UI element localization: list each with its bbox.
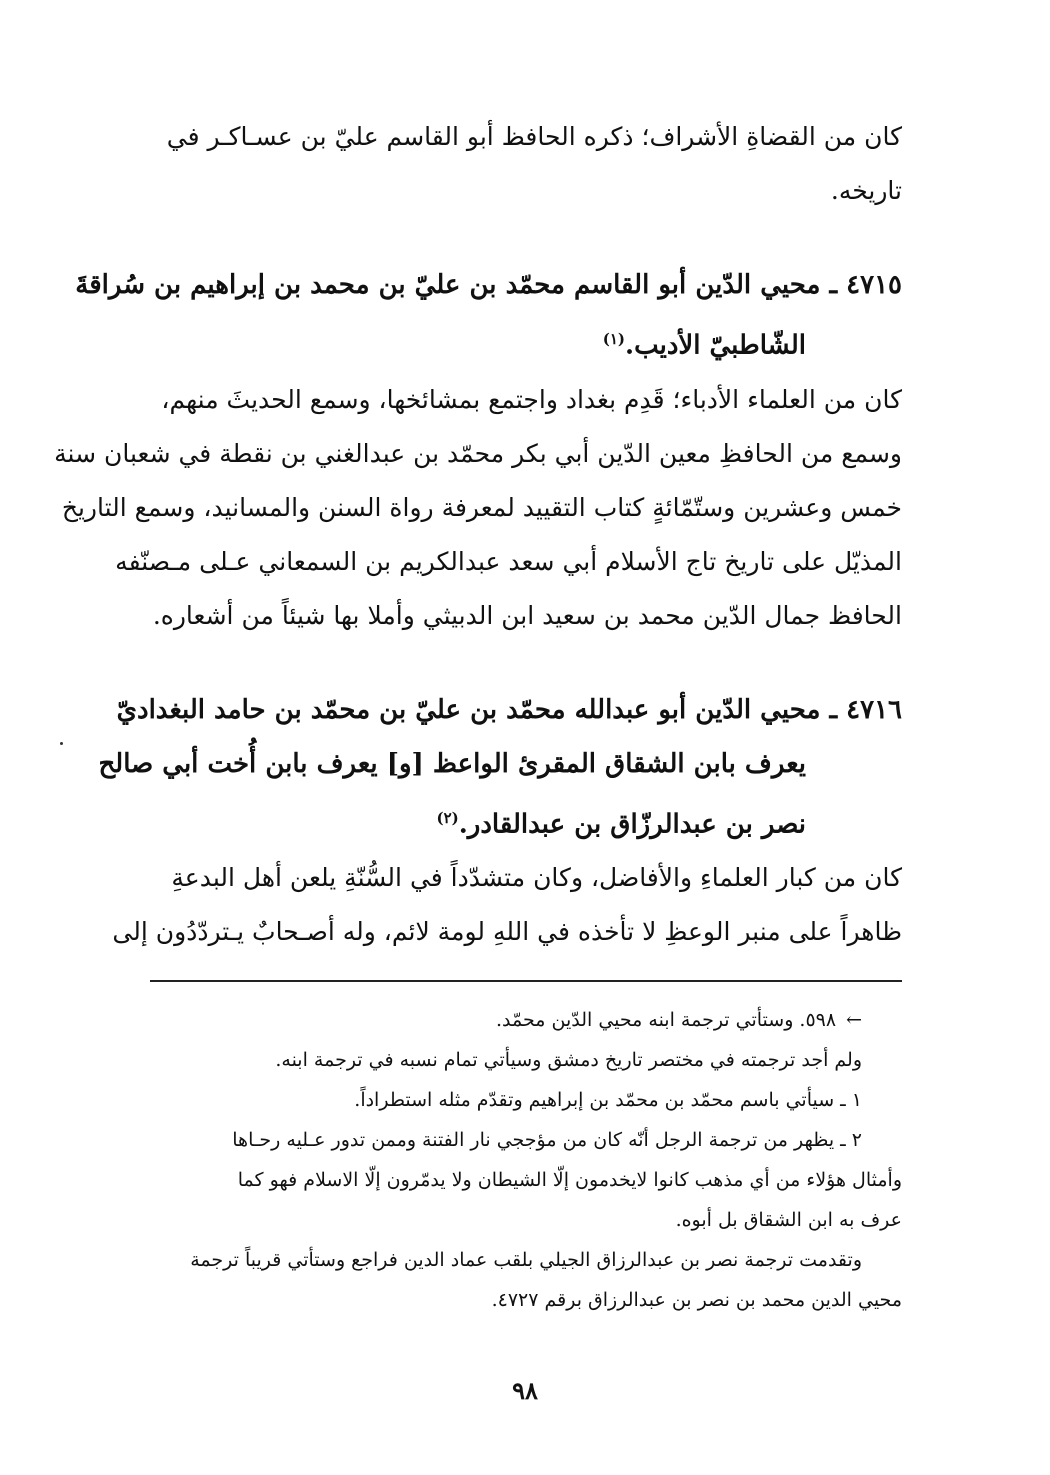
- entry-4715-heading-line-1: ٤٧١٥ ـ محيي الدّين أبو القاسم محمّد بن عليّ بن محمد بن إبراهيم بن سُراقةَ: [75, 270, 902, 300]
- entry-4715-body-line-1: كان من العلماء الأدباء؛ قَدِم بغداد واجتمع بمشائخها، وسمع الحديثَ منهم،: [161, 384, 902, 414]
- page-number: ٩٨: [512, 1376, 538, 1405]
- intro-line-2: تاريخه.: [830, 176, 902, 205]
- footnote-line-2: ولم أجد ترجمته في مختصر تاريخ دمشق وسيأتي تمام نسبه في ترجمة ابنه.: [275, 1049, 862, 1071]
- entry-4715-heading: [75, 258, 902, 373]
- footnote-line-4: ٢ ـ يظهر من ترجمة الرجل أنّه كان من مؤججي نار الفتنة وممن تدور عـليه رحـاها: [232, 1129, 862, 1151]
- intro-line-1: كان من القضاةِ الأشراف؛ ذكره الحافظ أبو القاسم عليّ بن عسـاكـر في: [166, 122, 902, 151]
- entry-4716-body-line-1: كان من كبار العلماءِ والأفاضل، وكان متشدّداً في السُّنّةِ يلعن أهل البدعةِ: [171, 863, 902, 893]
- footnote-line-8: محيي الدين محمد بن نصر بن عبدالرزاق برقم ٤٧٢٧.: [491, 1289, 902, 1311]
- footnote-line-6: عرف به ابن الشقاق بل أبوه.: [675, 1209, 902, 1231]
- footnote-line-3: ١ ـ سيأتي باسم محمّد بن محمّد بن إبراهيم وتقدّم مثله استطراداً.: [354, 1089, 862, 1111]
- footnote-line-1: [150, 1000, 902, 1040]
- entry-4715-body-line-4: المذيّل على تاريخ تاج الأسلام أبي سعد عبدالكريم بن السمعاني عـلى مـصنّفه: [115, 546, 902, 576]
- scan-speck: [60, 742, 63, 745]
- entry-4716-heading-line-1: ٤٧١٦ ـ محيي الدّين أبو عبدالله محمّد بن عليّ بن محمّد بن حامد البغداديّ: [116, 694, 902, 725]
- spacer: [150, 218, 902, 258]
- spacer: [150, 643, 902, 683]
- entry-4716-body-line-2: ظاهراً على منبر الوعظِ لا تأخذه في اللهِ لومة لائم، وله أصـحابٌ يـتردّدُون إلى: [112, 917, 902, 947]
- entry-4716-heading-text: نصر بن عبدالرزّاق بن عبدالقادر.: [458, 809, 806, 840]
- entry-4716-heading: [98, 683, 902, 852]
- entry-4715-body: [54, 373, 902, 643]
- entry-4716-heading-line-2: يعرف بابن الشقاق المقرئ الواعظ [و] يعرف بابن أُخت أبي صالح: [98, 748, 806, 779]
- main-text: [54, 110, 902, 959]
- entry-4715-heading-line-2: [150, 312, 902, 373]
- entry-4716-body: [112, 851, 902, 959]
- entry-4715-body-line-2: وسمع من الحافظِ معين الدّين أبي بكر محمّد بن عبدالغني بن نقطة في شعبان سنة: [54, 438, 902, 468]
- continued-arrow-icon: ←: [846, 1009, 862, 1031]
- footnote-line-5: وأمثال هؤلاء من أي مذهب كانوا لايخدمون إلّا الشيطان ولا يدمّرون إلّا الاسلام فهو كما: [237, 1169, 902, 1191]
- entry-4716-heading-line-3: [150, 791, 902, 852]
- footnote-line-1-text: ٥٩٨. وستأتي ترجمة ابنه محيي الدّين محمّد.: [496, 1009, 837, 1031]
- footnote-line-7: وتقدمت ترجمة نصر بن عبدالرزاق الجيلي بلقب عماد الدين فراجع وستأتي قريباً ترجمة: [190, 1249, 862, 1271]
- footnote-separator: [150, 980, 902, 982]
- footnote-ref-2[interactable]: (٢): [436, 808, 459, 827]
- footnotes: [150, 1000, 902, 1320]
- footnote-ref-1[interactable]: (١): [602, 330, 626, 348]
- intro-paragraph: [150, 110, 902, 218]
- entry-4715-body-line-3: خمس وعشرين وستّمّائةٍ كتاب التقييد لمعرفة رواة السنن والمسانيد، وسمع التاريخ: [61, 492, 902, 522]
- entry-4715-body-line-5: الحافظ جمال الدّين محمد بن سعيد ابن الدبيثي وأملا بها شيئاً من أشعاره.: [152, 600, 902, 630]
- entry-4715-heading-text: الشّاطبيّ الأديب.: [625, 330, 806, 361]
